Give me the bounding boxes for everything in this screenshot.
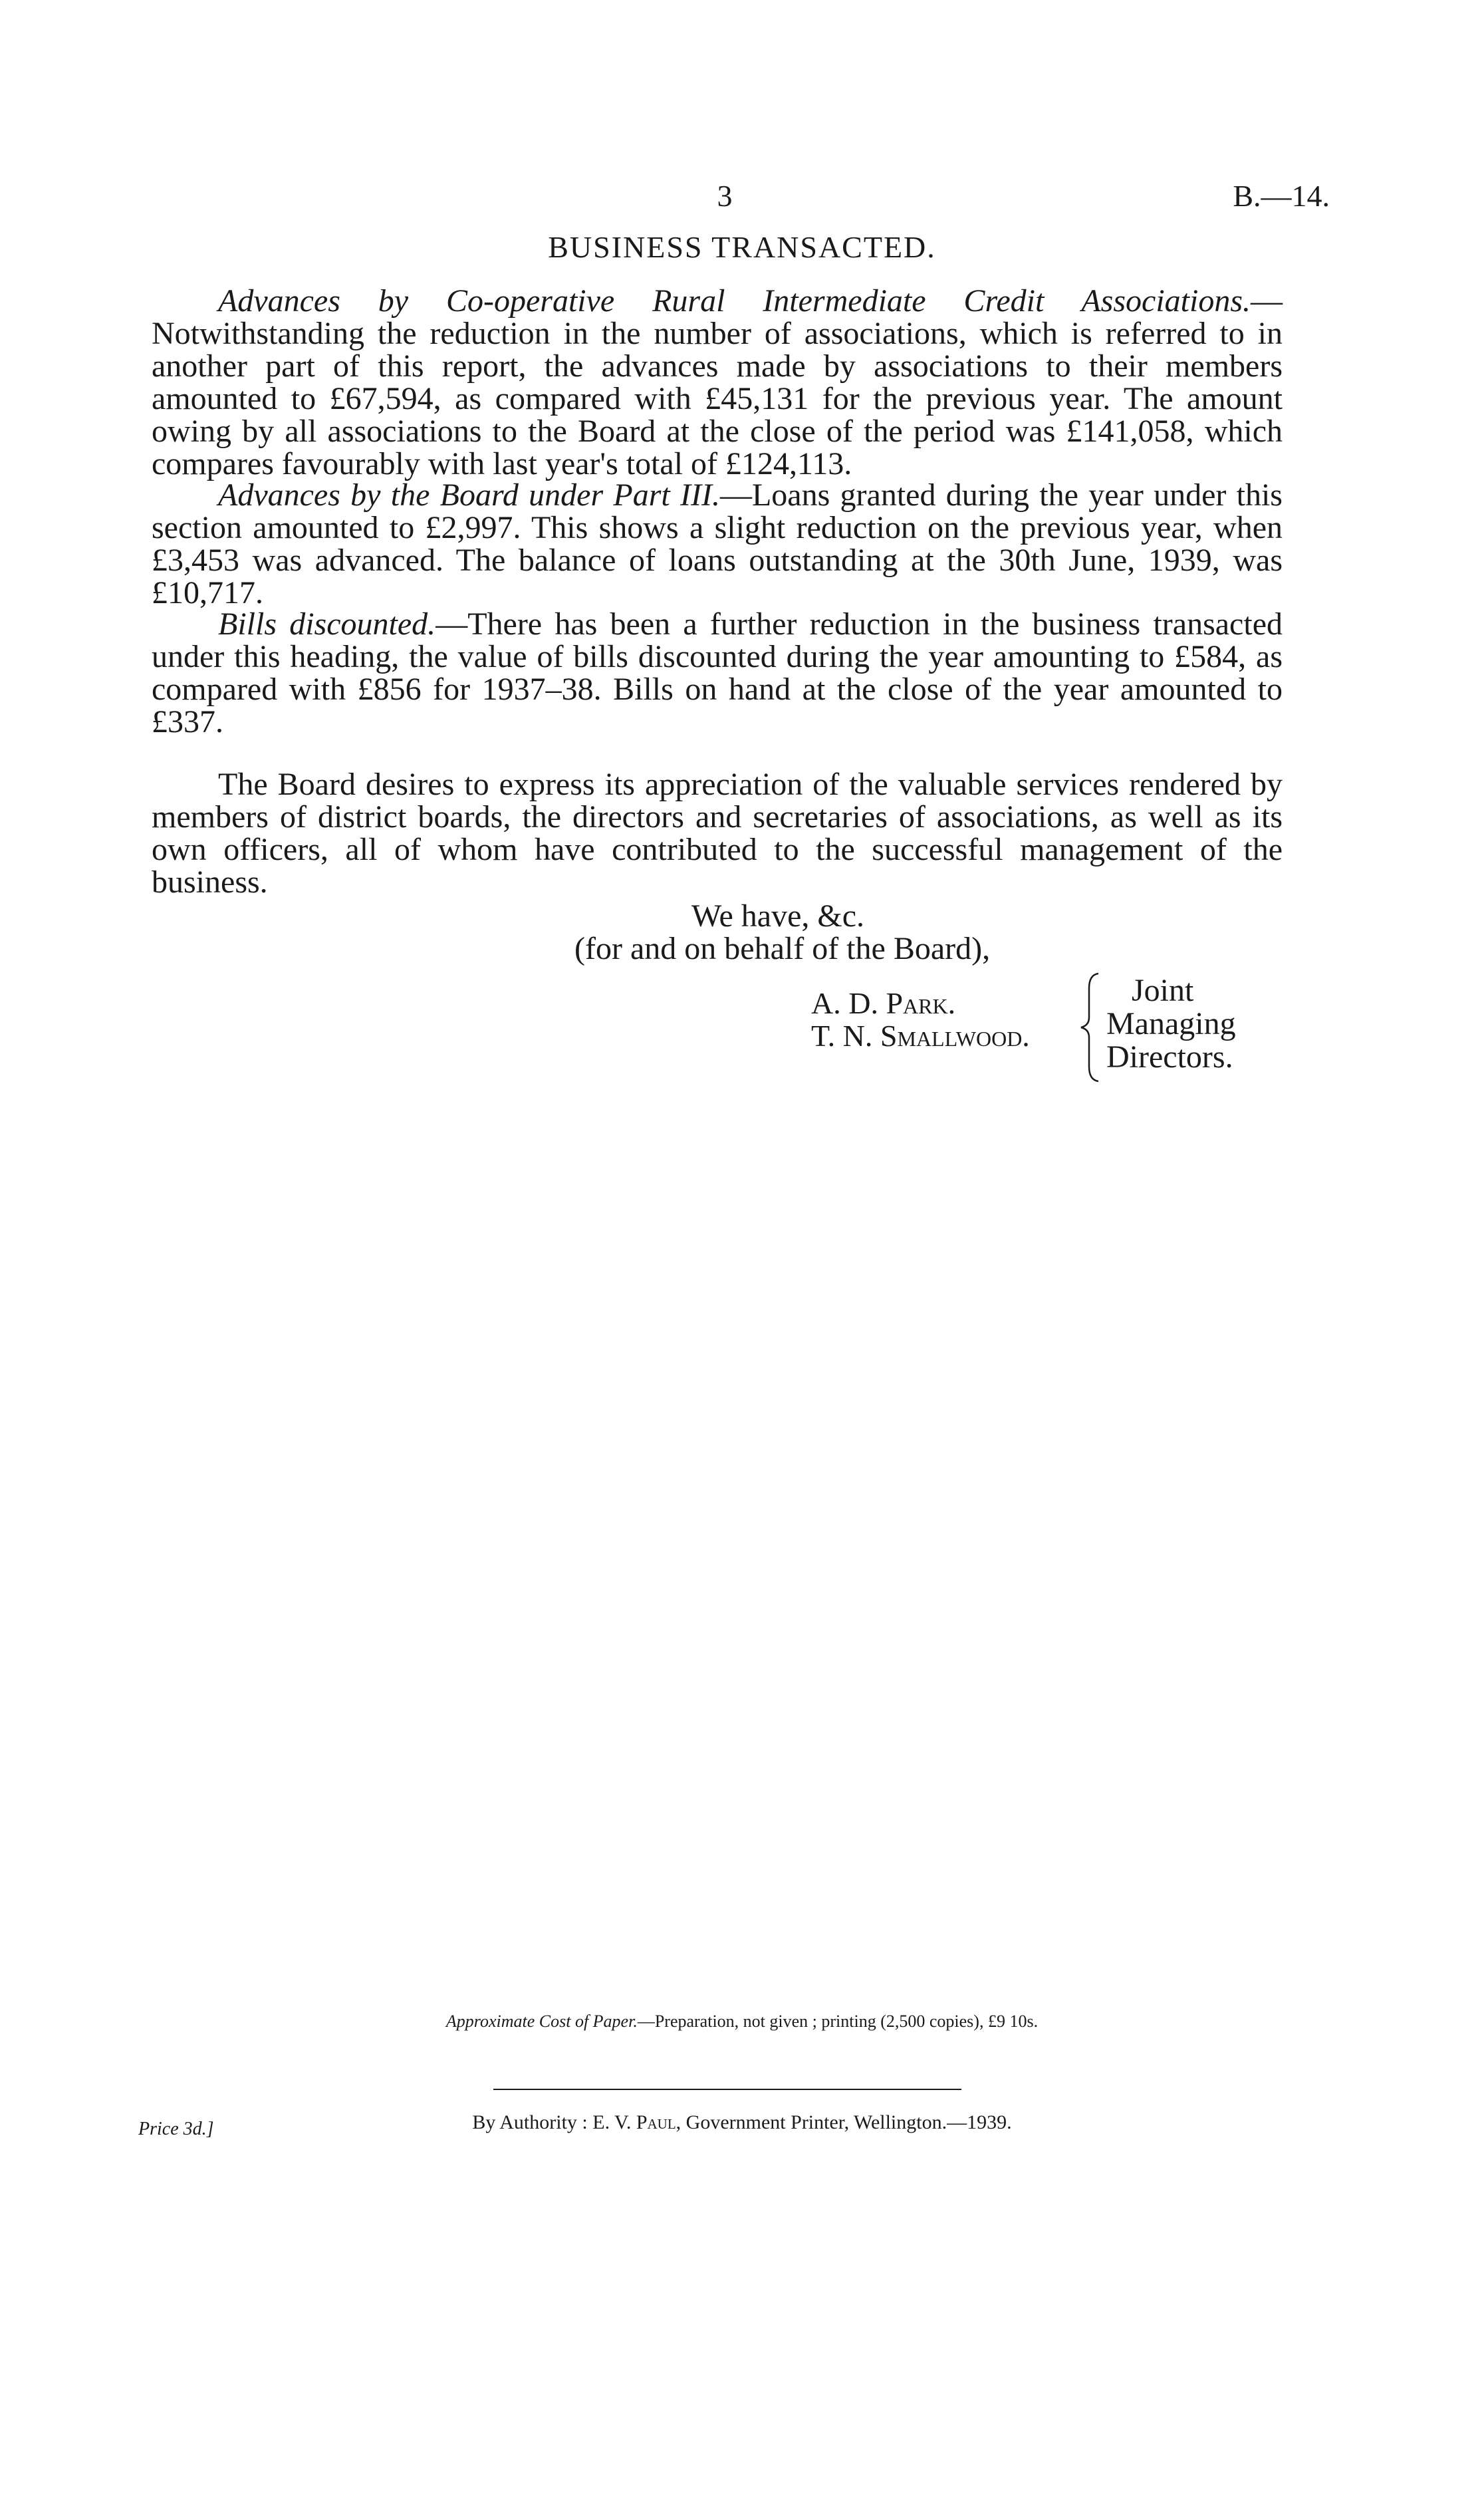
cost-of-paper-note [0, 2012, 1484, 2032]
price-note: Price 3d.] [138, 2119, 214, 2139]
signatory-name-1: A. D. Park. [811, 986, 956, 1020]
closing-line-1: We have, &c. [691, 898, 865, 934]
paragraph-body: —Notwithstanding the reduction in the number of associations, which is referred to in another part of this report, the advances made by associations to their members amounted to £67,594, as compared with £45,131 for the previous year. The amount owing by all associations to the Board at the close of the period was £141,058, which compares favourably with last year's total of £124,113. [152, 283, 1283, 481]
paragraph-heading: Advances by Co-operative Rural Intermediate Credit Associations. [218, 283, 1251, 319]
authority-prefix: By Authority : E. V. [472, 2111, 632, 2133]
paragraph-advances-associations [152, 285, 1283, 480]
curly-brace [1076, 971, 1105, 1084]
authority-suffix: , Government Printer, Wellington.—1939. [676, 2111, 1012, 2133]
authority-line [0, 2111, 1484, 2134]
paragraph-heading: Advances by the Board under Part III. [218, 477, 720, 513]
signatory-role-line-3: Directors. [1106, 1039, 1233, 1075]
signatory-role-line-2: Managing [1106, 1006, 1236, 1041]
paragraph-heading: Bills discounted. [218, 606, 436, 642]
cost-label: Approximate Cost of Paper. [445, 2012, 638, 2031]
closing-line-2: (for and on behalf of the Board), [574, 931, 991, 966]
section-title: BUSINESS TRANSACTED. [548, 230, 936, 264]
report-reference: B.—14. [1233, 179, 1330, 213]
signatory-name-2: T. N. Smallwood. [811, 1019, 1030, 1053]
footer-rule [493, 2089, 961, 2090]
paragraph-bills-discounted [152, 608, 1283, 738]
printer-name: Paul [636, 2111, 676, 2133]
paragraph-appreciation: The Board desires to express its appreciation of the valuable services rendered by members of district boards, the directors and secretaries of associations, as well as its own officers, all of whom have contributed to the successful management of the business. [152, 767, 1283, 900]
paragraph-body: —Loans granted during the year under this section amounted to £2,997. This shows a slight reduction on the previous year, when £3,453 was advanced. The balance of loans outstanding at the 30th June, 1939, was £10,717. [152, 477, 1283, 610]
cost-text: —Preparation, not given ; printing (2,500 copies), £9 10s. [637, 2012, 1039, 2031]
signatory-role-line-1: Joint [1132, 973, 1194, 1008]
paragraph-body: —There has been a further reduction in the business transacted under this heading, the value of bills discounted during the year amounting to £584, as compared with £856 for 1937–38. Bills on hand at the close of the year amounted to £337. [152, 606, 1283, 739]
paragraph-advances-board [152, 479, 1283, 609]
page-number: 3 [717, 179, 733, 213]
